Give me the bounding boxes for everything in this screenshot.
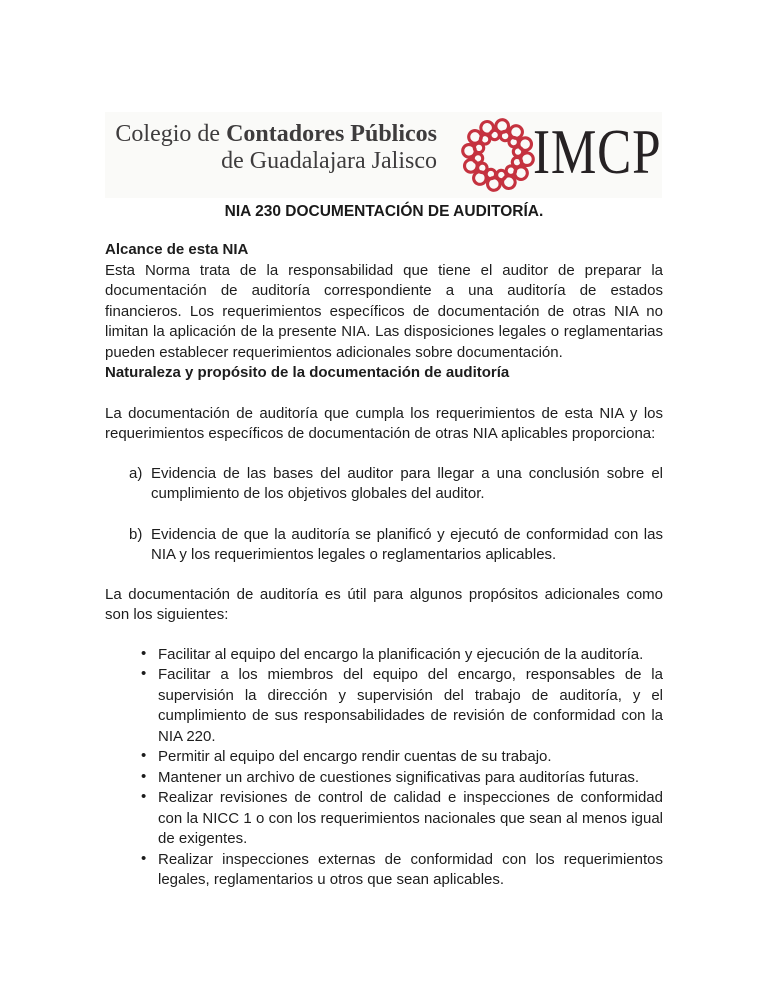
section-heading-naturaleza: Naturaleza y propósito de la documentación de auditoría <box>105 364 510 381</box>
org-name-regular: Colegio de <box>115 121 227 147</box>
bullet-item <box>105 768 663 789</box>
org-name-bold: Contadores Públicos <box>226 121 437 147</box>
bullet-item <box>105 645 663 666</box>
bullet-icon: • <box>141 665 147 682</box>
bullet-icon: • <box>141 644 147 662</box>
bullet-icon: • <box>141 767 147 785</box>
list-item-a-text: Evidencia de las bases del auditor para llegar a una conclusión sobre el cumplimiento de los objetivos globales del auditor. <box>151 464 663 502</box>
bullet-text: Facilitar al equipo del encargo la planificación y ejecución de la auditoría. <box>158 645 644 663</box>
org-name-line2: de Guadalajara Jalisco <box>221 148 437 174</box>
bullet-text: Realizar inspecciones externas de conformidad con los requerimientos legales, reglamentarios u otros que sean aplicables. <box>158 850 663 888</box>
list-item-b-text: Evidencia de que la auditoría se planificó y ejecutó de conformidad con las NIA y los requerimientos legales o reglamentarios aplicables. <box>151 525 663 563</box>
list-item-b <box>105 525 663 566</box>
org-name-line1 <box>105 121 437 148</box>
bullet-text: Facilitar a los miembros del equipo del encargo, responsables de la supervisión la dirección y supervisión del trabajo de auditoría, y el cumplimiento de sus responsabilidades de revisión de conformidad con la NIA 220. <box>158 666 663 745</box>
list-marker-b: b) <box>129 525 143 543</box>
list-item-a <box>105 464 663 505</box>
paragraph-propositos-adicionales: La documentación de auditoría es útil para algunos propósitos adicionales como son los siguientes: <box>105 585 663 623</box>
section-heading-alcance: Alcance de esta NIA <box>105 241 249 258</box>
bullet-icon: • <box>141 788 147 805</box>
bullet-item <box>105 788 663 850</box>
bullet-icon: • <box>141 747 147 764</box>
list-marker-a: a) <box>129 464 143 482</box>
document-title: NIA 230 DOCUMENTACIÓN DE AUDITORÍA. <box>224 203 544 220</box>
paragraph-naturaleza-intro: La documentación de auditoría que cumpla los requerimientos de esta NIA y los requerimientos específicos de documentación de otras NIA aplicables proporciona: <box>105 404 663 442</box>
bullet-item <box>105 850 663 891</box>
bullet-item <box>105 665 663 747</box>
imcp-flower-icon <box>455 113 541 197</box>
bullet-item <box>105 747 663 768</box>
imcp-wordmark: IMCP <box>533 116 662 187</box>
bullet-text: Mantener un archivo de cuestiones significativas para auditorías futuras. <box>158 768 640 786</box>
document-body <box>105 240 663 891</box>
org-name <box>105 121 437 175</box>
letterhead <box>105 112 662 198</box>
paragraph-alcance: Esta Norma trata de la responsabilidad que tiene el auditor de preparar la documentación de auditoría correspondiente a una auditoría de estados financieros. Los requerimientos específicos de documentación de otras NIA no limitan la aplicación de la presente NIA. Las disposiciones legales o reglamentarias pueden establecer requerimientos adicionales sobre documentación. <box>105 261 663 361</box>
bullet-text: Permitir al equipo del encargo rendir cuentas de su trabajo. <box>158 748 552 765</box>
bullet-icon: • <box>141 849 147 867</box>
bullet-text: Realizar revisiones de control de calidad e inspecciones de conformidad con la NICC 1 o con los requerimientos nacionales que sean al menos igual de exigentes. <box>158 789 663 847</box>
